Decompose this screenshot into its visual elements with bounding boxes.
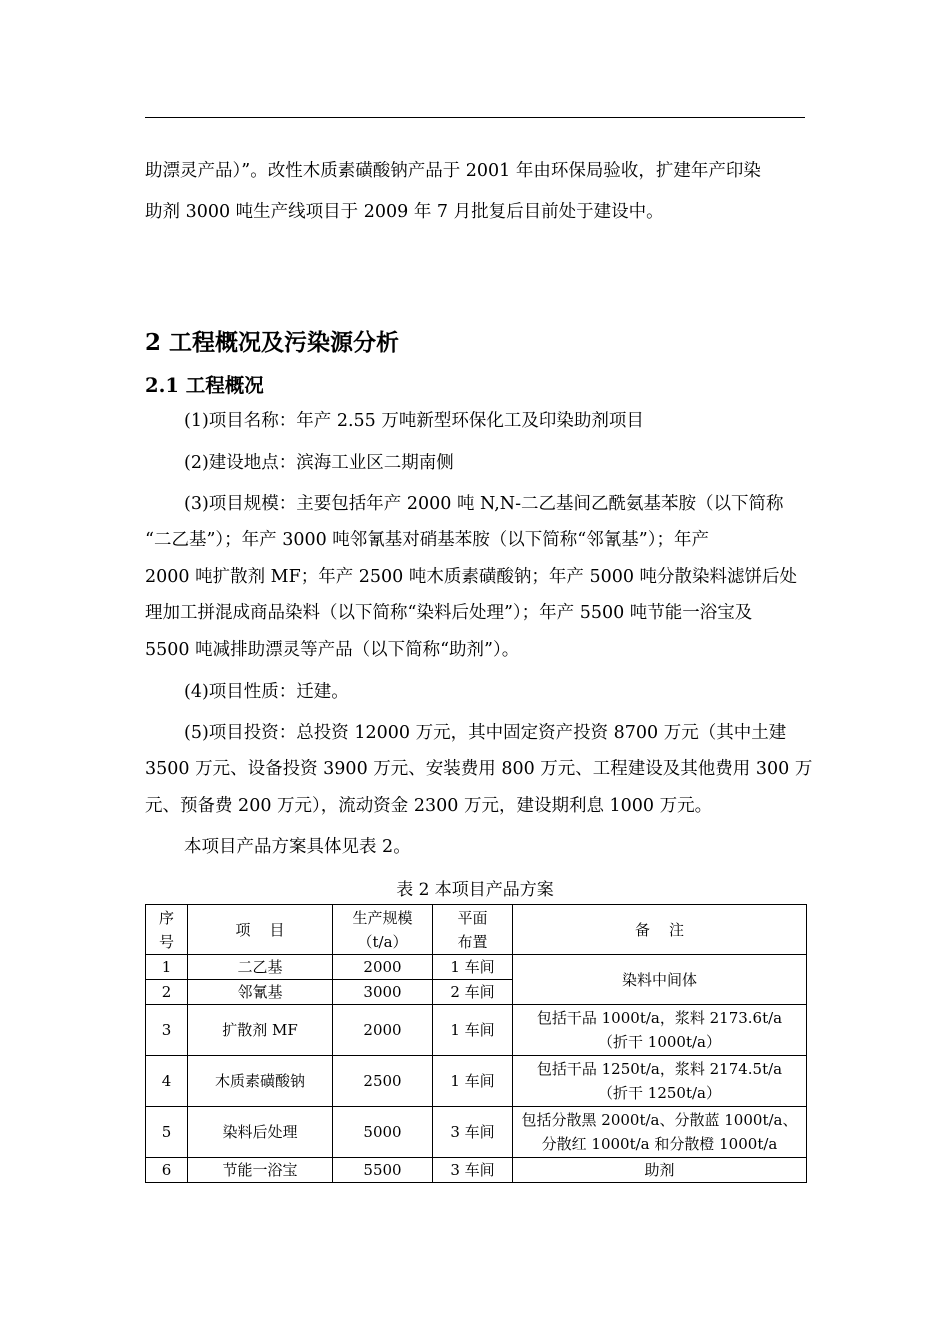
cell-no: 6 <box>146 1158 188 1183</box>
item-location: (2)建设地点：滨海工业区二期南侧 <box>184 453 454 473</box>
cell-no: 5 <box>146 1107 188 1158</box>
cell-capacity: 5500 <box>333 1158 433 1183</box>
table-header-row <box>146 905 807 955</box>
cell-capacity: 3000 <box>333 980 433 1005</box>
item-scale-line: 5500 吨减排助漂灵等产品（以下简称“助剂”）。 <box>145 640 520 660</box>
item-investment-line: 元、预备费 200 万元），流动资金 2300 万元，建设期利息 1000 万元。 <box>145 796 713 816</box>
header-layout: 平面 布置 <box>433 905 513 955</box>
cell-capacity: 2500 <box>333 1056 433 1107</box>
subsection-heading: 2.1 工程概况 <box>145 374 264 397</box>
cell-remark: 包括干品 1000t/a，浆料 2173.6t/a （折干 1000t/a） <box>513 1005 807 1056</box>
header-no: 序 号 <box>146 905 188 955</box>
continuation-line-1: 助漂灵产品）”。改性木质素磺酸钠产品于 2001 年由环保局验收，扩建年产印染 <box>145 161 761 181</box>
cell-no: 1 <box>146 955 188 980</box>
cell-no: 3 <box>146 1005 188 1056</box>
table-row <box>146 955 807 980</box>
item-investment-line: 3500 万元、设备投资 3900 万元、安装费用 800 万元、工程建设及其他费用 300 万 <box>145 759 813 779</box>
cell-item: 染料后处理 <box>188 1107 333 1158</box>
table-row <box>146 1005 807 1056</box>
table-caption: 表 2 本项目产品方案 <box>396 880 554 900</box>
item-scale-line: 理加工拼混成商品染料（以下简称“染料后处理”）；年产 5500 吨节能一浴宝及 <box>145 603 753 623</box>
cell-no: 2 <box>146 980 188 1005</box>
cell-remark: 染料中间体 <box>513 955 807 1005</box>
see-table-text: 本项目产品方案具体见表 2。 <box>184 837 411 857</box>
cell-layout: 3 车间 <box>433 1158 513 1183</box>
item-project-name: (1)项目名称：年产 2.55 万吨新型环保化工及印染助剂项目 <box>184 411 644 431</box>
cell-capacity: 2000 <box>333 955 433 980</box>
continuation-line-2: 助剂 3000 吨生产线项目于 2009 年 7 月批复后目前处于建设中。 <box>145 202 664 222</box>
header-item: 项 目 <box>188 905 333 955</box>
cell-item: 木质素磺酸钠 <box>188 1056 333 1107</box>
cell-capacity: 5000 <box>333 1107 433 1158</box>
cell-remark: 包括干品 1250t/a，浆料 2174.5t/a （折干 1250t/a） <box>513 1056 807 1107</box>
header-rule <box>145 117 805 118</box>
cell-layout: 1 车间 <box>433 1005 513 1056</box>
cell-layout: 2 车间 <box>433 980 513 1005</box>
item-scale-line: 2000 吨扩散剂 MF；年产 2500 吨木质素磺酸钠；年产 5000 吨分散染料滤饼后处 <box>145 567 798 587</box>
cell-item: 邻氰基 <box>188 980 333 1005</box>
header-capacity: 生产规模 （t/a） <box>333 905 433 955</box>
product-table <box>145 904 807 1183</box>
header-remark: 备 注 <box>513 905 807 955</box>
cell-layout: 1 车间 <box>433 1056 513 1107</box>
section-heading: 2 工程概况及污染源分析 <box>145 329 400 356</box>
cell-item: 二乙基 <box>188 955 333 980</box>
item-scale-line: “二乙基”）；年产 3000 吨邻氰基对硝基苯胺（以下简称“邻氰基”）；年产 <box>145 530 709 550</box>
item-investment-line: (5)项目投资：总投资 12000 万元，其中固定资产投资 8700 万元（其中土建 <box>184 723 787 743</box>
cell-capacity: 2000 <box>333 1005 433 1056</box>
cell-remark: 包括分散黑 2000t/a、分散蓝 1000t/a、 分散红 1000t/a 和分散橙 1000t/a <box>513 1107 807 1158</box>
table-row <box>146 1107 807 1158</box>
cell-no: 4 <box>146 1056 188 1107</box>
cell-layout: 1 车间 <box>433 955 513 980</box>
cell-layout: 3 车间 <box>433 1107 513 1158</box>
cell-remark: 助剂 <box>513 1158 807 1183</box>
table-row <box>146 1158 807 1183</box>
table-row <box>146 1056 807 1107</box>
cell-item: 节能一浴宝 <box>188 1158 333 1183</box>
item-scale-line: (3)项目规模：主要包括年产 2000 吨 N,N-二乙基间乙酰氨基苯胺（以下简称 <box>184 494 784 514</box>
cell-item: 扩散剂 MF <box>188 1005 333 1056</box>
item-nature: (4)项目性质：迁建。 <box>184 682 349 702</box>
